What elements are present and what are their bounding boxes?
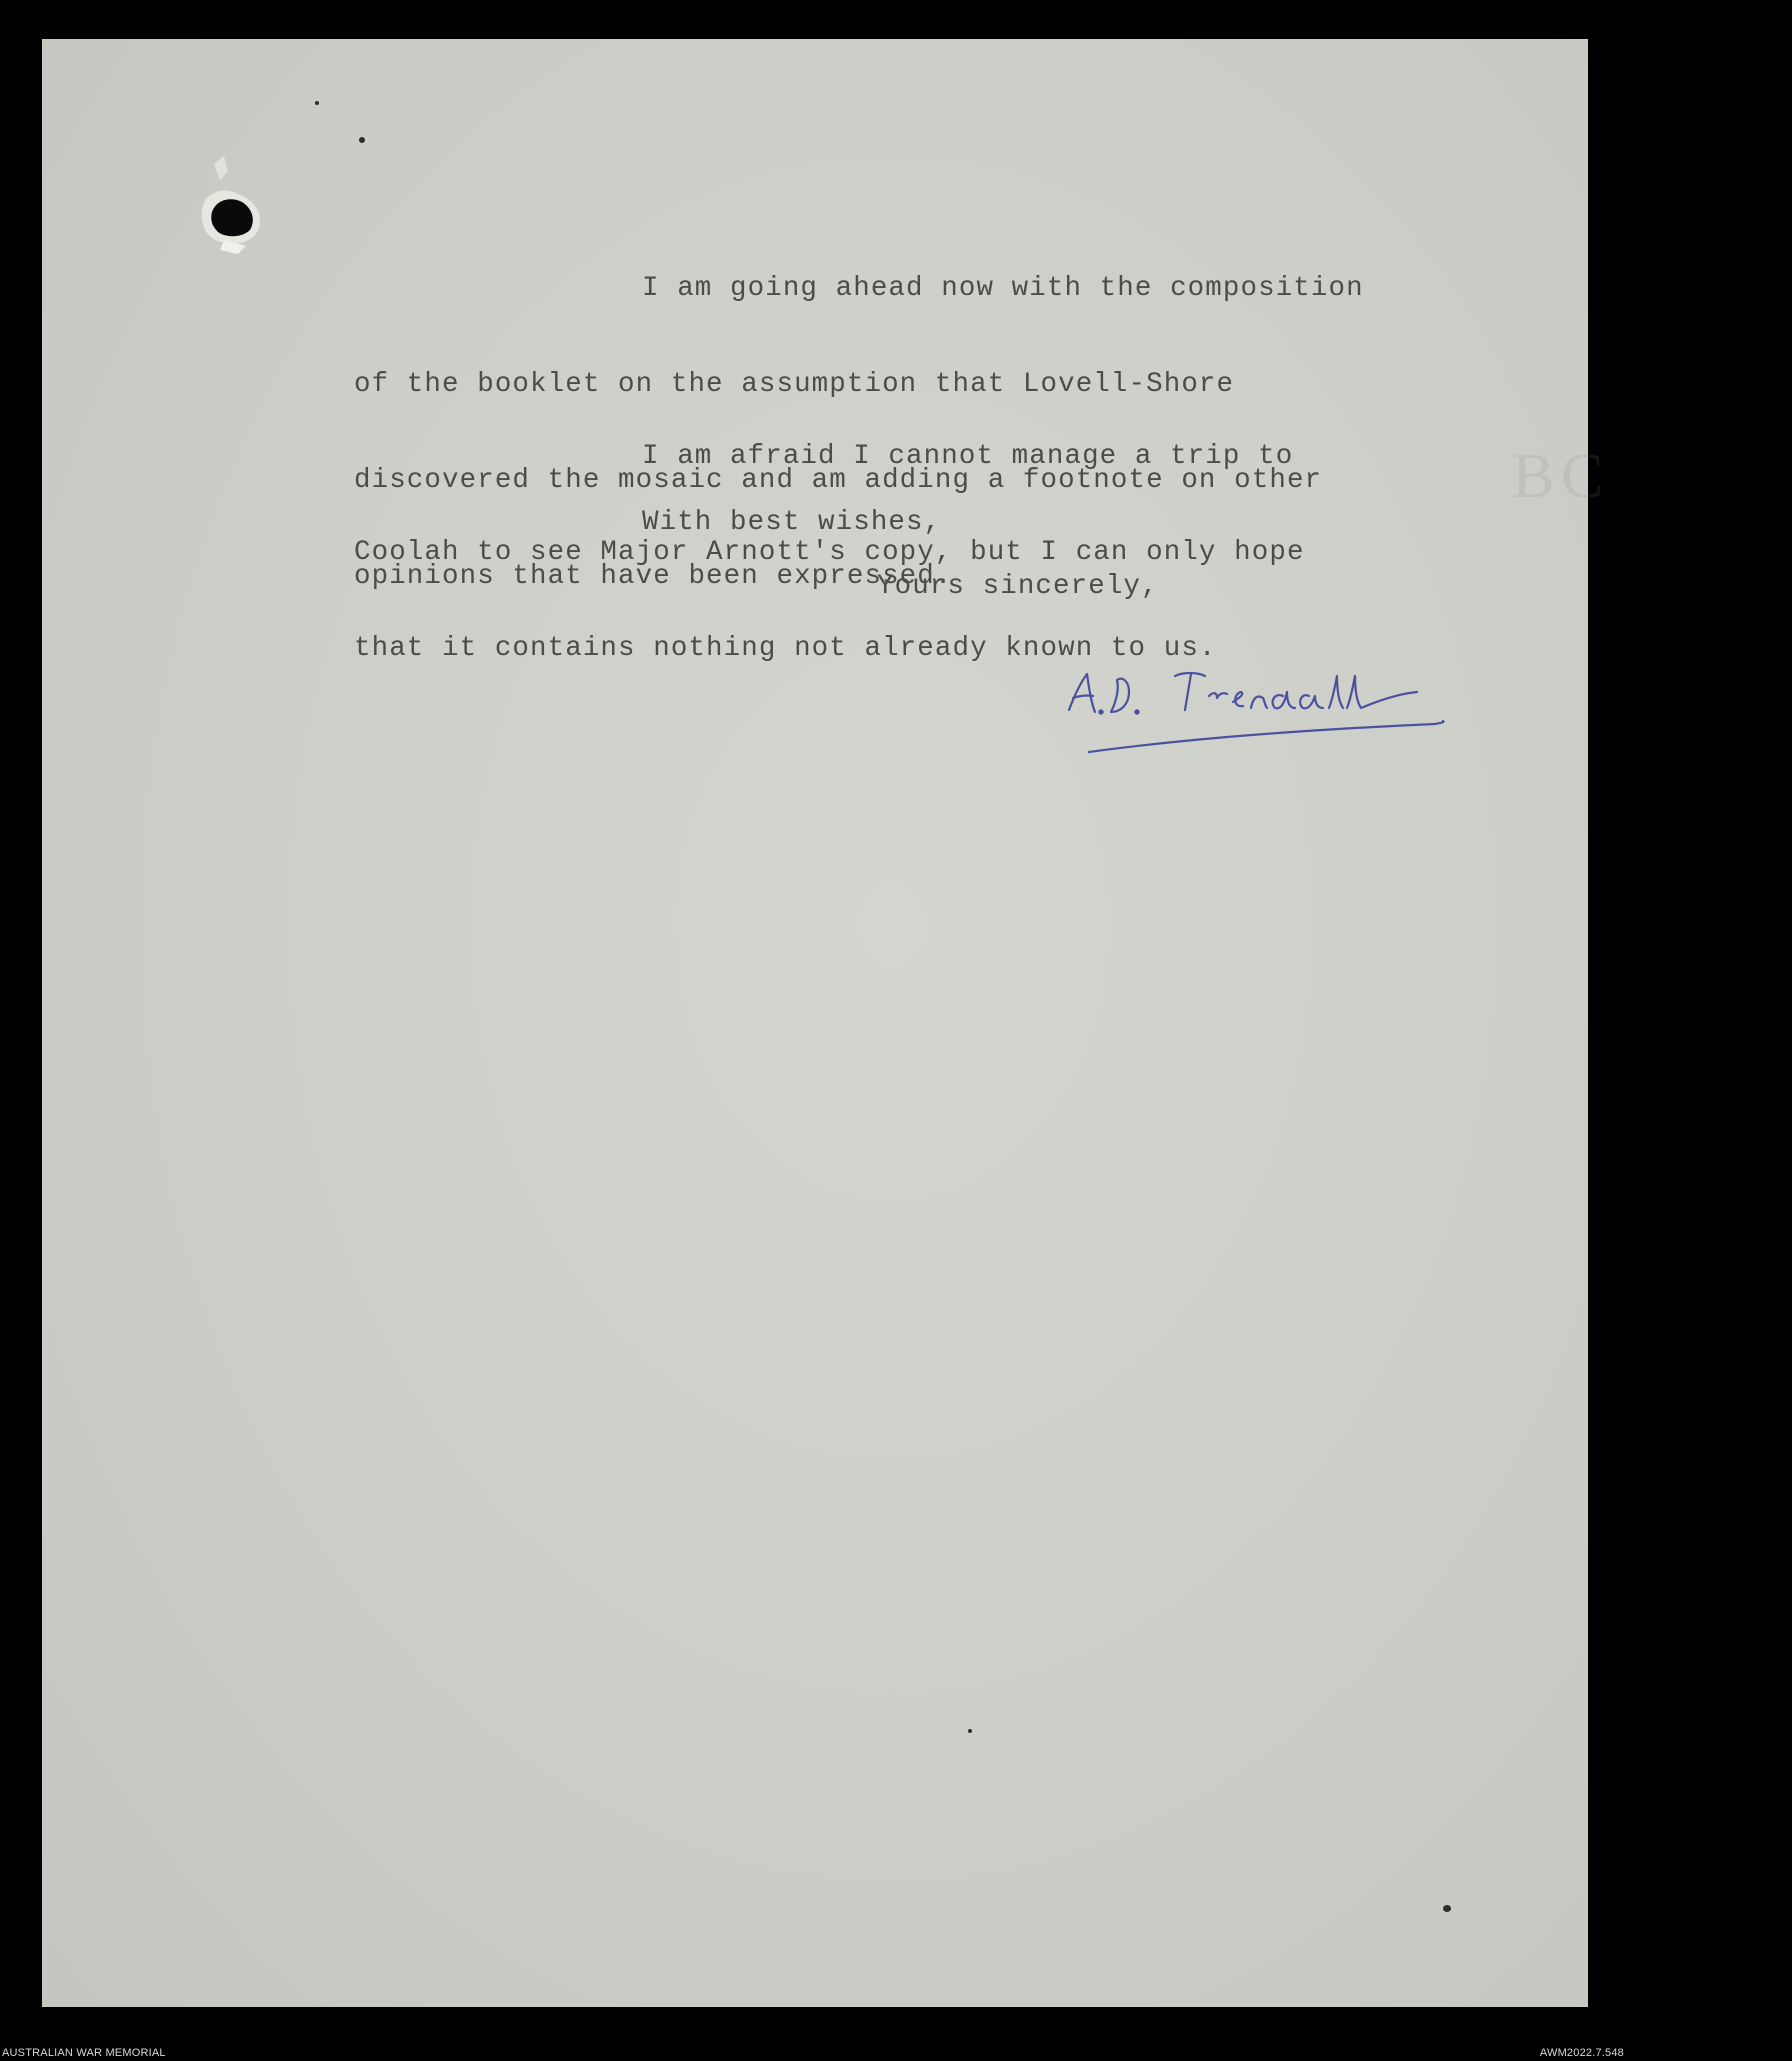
text-line: discovered the mosaic and am adding a footnote on other — [354, 465, 1323, 496]
text-line: Coolah to see Major Arnott's copy, but I can only hope — [354, 537, 1305, 568]
handwritten-signature — [1057, 652, 1477, 762]
closing-line: With best wishes, — [642, 507, 942, 538]
sign-off: Yours sincerely, — [877, 571, 1159, 602]
punched-hole — [172, 150, 292, 270]
footer-accession-number: AWM2022.7.548 — [1539, 2047, 1624, 2059]
paper-speck — [1443, 1905, 1451, 1912]
paper-speck — [315, 101, 319, 105]
footer-credit: AUSTRALIAN WAR MEMORIAL — [2, 2047, 166, 2059]
text-line: of the booklet on the assumption that Lovell-Shore — [354, 369, 1235, 400]
text-line: that it contains nothing not already known to us. — [354, 633, 1217, 664]
paper-speck — [968, 1729, 972, 1733]
text-line: opinions that have been expressed. — [354, 561, 953, 592]
text-line: I am afraid I cannot manage a trip to — [642, 441, 1294, 472]
show-through-mark: BC — [1512, 440, 1610, 511]
letter-page — [42, 39, 1610, 2007]
text-line: I am going ahead now with the composition — [642, 273, 1364, 304]
